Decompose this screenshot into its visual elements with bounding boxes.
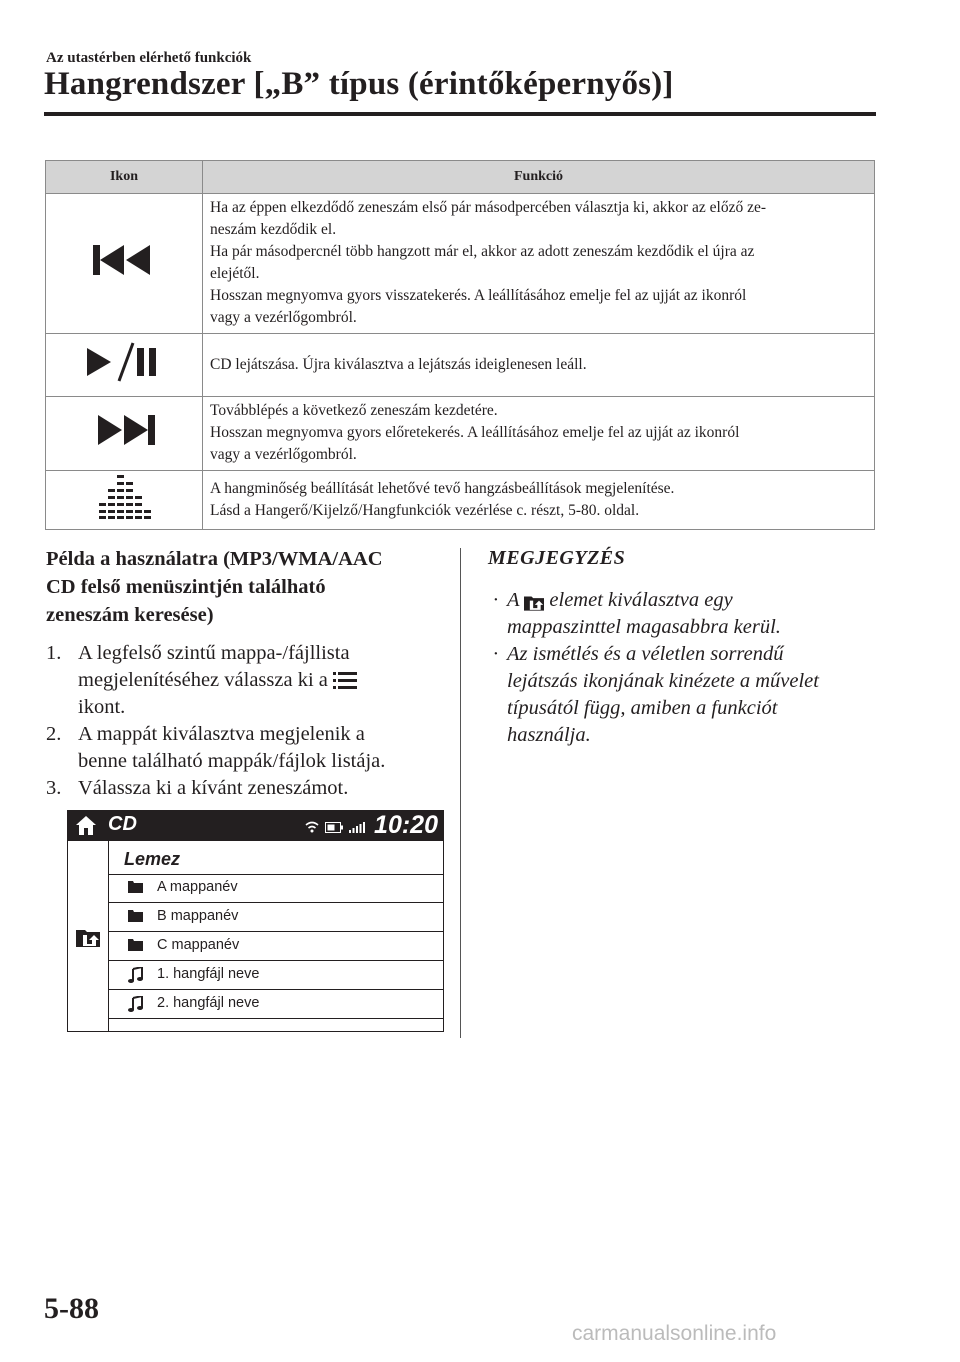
function-table <box>45 160 875 530</box>
function-description: Továbblépés a következő zeneszám kezdetére. Hosszan megnyomva gyors előretekerés. A leállításához emelje fel az ujját az ikonról vagy a vezérlőgombról. <box>203 397 875 471</box>
sound-settings-icon <box>97 475 151 519</box>
function-description: Ha az éppen elkezdődő zeneszám első pár másodpercében választja ki, akkor az előző ze- neszám kezdődik el. Ha pár másodpercnél több hangzott már el, akkor az adott zeneszám kezdődik el újra az elejétől. Hosszan megnyomva gyors visszatekerés. A leállításához emelje fel az ujját az ikonról vagy a vezérlőgombról. <box>203 194 875 334</box>
list-item[interactable]: 1. hangfájl neve <box>108 961 443 990</box>
music-note-icon <box>128 967 143 983</box>
folder-icon <box>128 880 143 893</box>
table-header-row <box>46 161 875 194</box>
list-item: 1. A legfelső szintű mappa-/fájllista megjelenítéséhez válassza ki a ikont. <box>46 640 446 721</box>
table-row <box>46 397 875 471</box>
list-item[interactable]: B mappanév <box>108 903 443 932</box>
title-rule <box>44 112 876 116</box>
note-list <box>493 587 883 749</box>
next-track-icon <box>93 415 155 445</box>
column-divider <box>460 548 461 1038</box>
play-pause-icon <box>85 341 163 383</box>
section-title: Az utastérben elérhető funkciók <box>46 50 252 66</box>
table-row <box>46 334 875 397</box>
list-item: 3. Válassza ki a kívánt zeneszámot. <box>46 777 349 799</box>
note-item: · Az ismétlés és a véletlen sorrendű lejátszás ikonjának kinézete a művelet típusától függ, amiben a funkciót használja. <box>493 643 819 746</box>
battery-icon <box>325 822 343 833</box>
source-label: CD <box>108 813 137 835</box>
function-description: CD lejátszása. Újra kiválasztva a lejátszás ideiglenesen leáll. <box>203 334 875 397</box>
page-number: 5-88 <box>44 1292 99 1325</box>
list-icon <box>333 671 357 691</box>
example-heading: Példa a használatra (MP3/WMA/AAC CD felső menüszintjén található zeneszám keresése) <box>46 548 383 626</box>
function-description: A hangminőség beállítását lehetővé tevő hangzásbeállítások megjelenítése. Lásd a Hangerő/Kijelző/Hangfunkciók vezérlése c. részt, 5-80. oldal. <box>203 471 875 530</box>
note-heading: MEGJEGYZÉS <box>488 547 626 569</box>
step-list <box>46 640 446 802</box>
list-item: 2. A mappát kiválasztva megjelenik a benne található mappák/fájlok listája. <box>46 723 386 772</box>
column-header-icon: Ikon <box>46 161 203 194</box>
list-header <box>108 841 443 875</box>
page-title: Hangrendszer [„B” típus (érintőképernyős)] <box>44 66 674 102</box>
list-item[interactable]: A mappanév <box>108 874 443 903</box>
home-icon[interactable] <box>76 816 96 835</box>
wifi-icon <box>305 820 319 833</box>
screen-status-bar <box>68 811 443 841</box>
folder-icon <box>128 938 143 951</box>
watermark: carmanualsonline.info <box>572 1322 777 1345</box>
folder-up-icon[interactable] <box>76 925 100 947</box>
column-header-function: Funkció <box>203 161 875 194</box>
music-note-icon <box>128 996 143 1012</box>
clock: 10:20 <box>374 811 438 839</box>
table-row <box>46 471 875 530</box>
screen-illustration <box>67 810 444 1032</box>
folder-icon <box>128 909 143 922</box>
previous-track-icon <box>93 245 155 275</box>
folder-up-icon <box>524 592 544 611</box>
signal-icon <box>349 821 365 833</box>
list-item[interactable]: C mappanév <box>108 932 443 961</box>
list-item[interactable]: 2. hangfájl neve <box>108 990 443 1019</box>
screen-left-panel <box>68 841 109 1031</box>
table-row <box>46 194 875 334</box>
list-title: Lemez <box>124 849 181 869</box>
note-item: · A elemet kiválasztva egy mappaszinttel magasabbra kerül. <box>493 589 781 638</box>
